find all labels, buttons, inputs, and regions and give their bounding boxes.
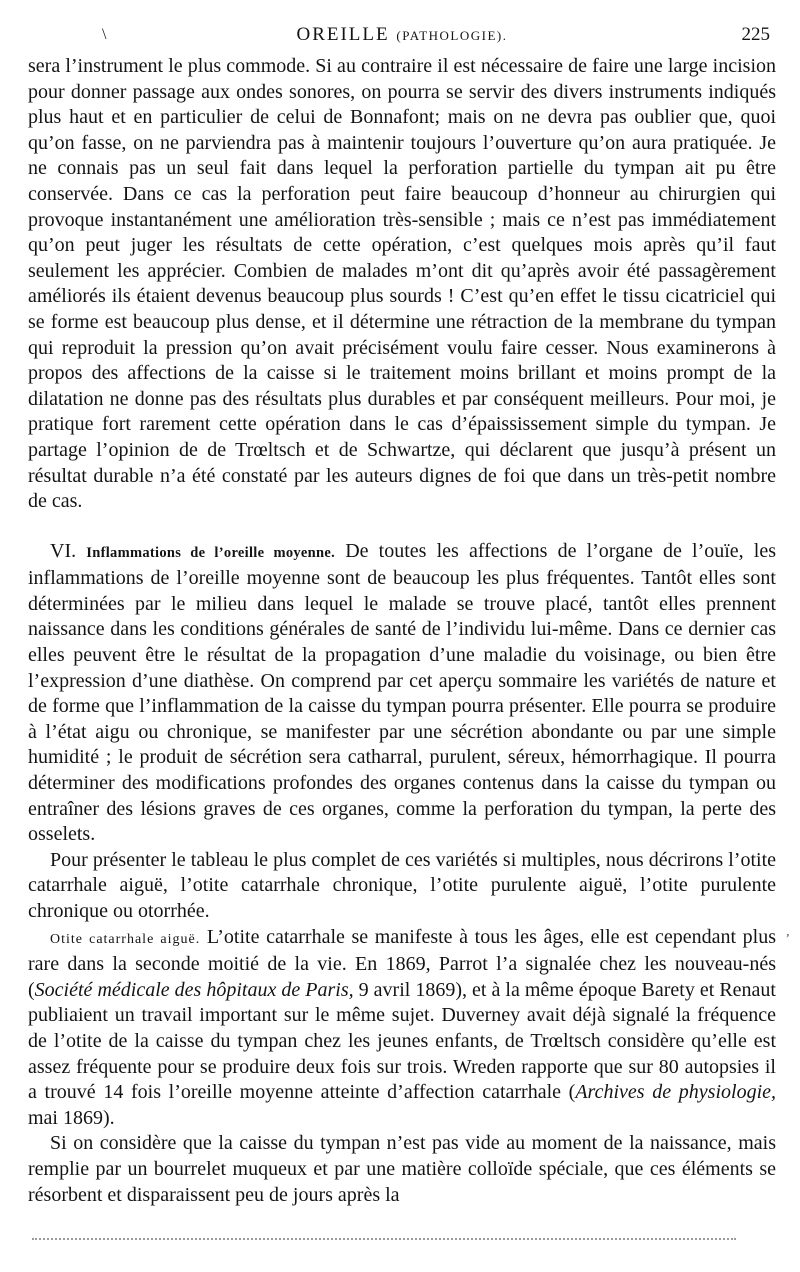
paragraph-otite-catarrhale [28, 925, 776, 1132]
otite-text-3: mai 1869). [28, 1106, 115, 1129]
book-page [28, 20, 790, 1256]
section-body: De toutes les affections de l’organe de l’ouïe, les inflammations de l’oreille moyenne sont de beaucoup les plus fréquentes. Tantôt elles sont déterminées par le milieu dans lequel le malade se trouve placé, tantôt elles prennent naissance dans les conditions générales de santé de l’individu lui-même. Dans ce dernier cas elles peuvent être le résultat de la propagation d’une maladie du voisinage, ou bien être l’expression d’une diathèse. On comprend par cet aperçu sommaire les variétés de nature et de forme que l’inflammation de la caisse du tympan pourra présenter. Elle pourra se produire à l’état aigu ou chronique, se manifester par une sécrétion abondante ou par une simple humidité ; le produit de sécrétion sera catharral, purulent, séreux, hémorrhagique. Il pourra déterminer des modifications profondes des organes contenus dans la caisse du tympan ou entraîner des lésions graves de ces organes, comme la perforation du tympan, la perte des osselets. [28, 539, 777, 846]
running-head [28, 20, 776, 54]
running-head-title [28, 24, 776, 46]
paragraph-varieties: Pour présenter le tableau le plus complet de ces variétés si multiples, nous décrirons l’otite catarrhale aiguë, l’otite catarrhale chronique, l’otite purulente aiguë, l’otite purulente chronique ou otorrhée. [28, 848, 776, 922]
bottom-bleed-through [32, 1238, 736, 1240]
page-number: 225 [741, 24, 770, 45]
running-head-word: OREILLE [296, 24, 390, 45]
margin-mark: ’ [785, 932, 790, 947]
section-vi-paragraph [28, 539, 776, 848]
citation-societe-medicale: Société médicale des hôpitaux de Paris, [34, 978, 354, 1001]
otite-text-1: L’otite catarrhale se manifeste à tous les âges, elle est cependant plus rare dans la seconde moitié de la vie. En 1869, Parrot l’a signalée chez les nouveau-nés ( [28, 925, 776, 1001]
section-heading: Inflammations de l’oreille moyenne. [86, 544, 336, 561]
subsection-heading: Otite catarrhale aiguë. [50, 931, 201, 947]
section-number: VI. [50, 539, 77, 562]
section-spacer [28, 515, 776, 539]
otite-text-2: 9 avril 1869), et à la même époque Barety et Renaut publiaient un travail important sur le même sujet. Duverney avait déjà signalé la fréquence de l’otite de la caisse du tympan chez les jeunes enfants, de Trœltsch considère qu’elle est assez fréquente pour se produire deux fois sur trois. Wreden rapporte que sur 80 autopsies il a trouvé 14 fois l’oreille moyenne atteinte d’affection catarrhale ( [28, 978, 776, 1104]
paragraph-caisse: Si on considère que la caisse du tympan n’est pas vide au moment de la naissance, mais remplie par un bourrelet muqueux et par une matière colloïde spéciale, que ces éléments se résorbent et disparaissent peu de jours après la [28, 1132, 776, 1206]
running-head-subtitle: (PATHOLOGIE). [396, 28, 508, 43]
stray-mark: \ [102, 26, 107, 43]
paragraph-perforation: sera l’instrument le plus commode. Si au contraire il est nécessaire de faire une large incision pour donner passage aux ondes sonores, on pourra se servir des divers instruments indiqués plus haut et en particulier de celui de Bonnafont; mais on ne devra pas oublier que, quoi qu’on fasse, on ne parviendra pas à maintenir toujours l’ouverture qu’on aura pratiquée. Je ne connais pas un seul fait dans lequel la perforation partielle du tympan ait pu être conservée. Dans ce cas la perforation peut faire beaucoup d’honneur au chirurgien qui provoque instantanément une amélioration très-sensible ; mais ce n’est pas immédiatement qu’on peut juger les résultats de cette opération, c’est quelques mois après qu’il faut seulement les apprécier. Combien de malades m’ont dit qu’après avoir été passagèrement améliorés ils étaient devenus beaucoup plus sourds ! C’est qu’en effet le tissu cicatriciel qui se forme est beaucoup plus dense, et il détermine une rétraction de la membrane du tympan qui reproduit la pression qu’on avait précisément voulu faire cesser. Nous examinerons à propos des affections de la caisse si le traitement moins brillant et moins prompt de la dilatation ne donne pas des résultats plus durables et par conséquent meilleurs. Pour moi, je pratique fort rarement cette opération dans le cas d’épaississement simple du tympan. Je partage l’opinion de de Trœltsch et de Schwartze, qui déclarent que jusqu’à présent un résultat durable n’a été constaté par les auteurs dignes de foi que dans un très-petit nombre de cas. [28, 55, 776, 513]
citation-archives: Archives de physiologie, [575, 1081, 777, 1104]
